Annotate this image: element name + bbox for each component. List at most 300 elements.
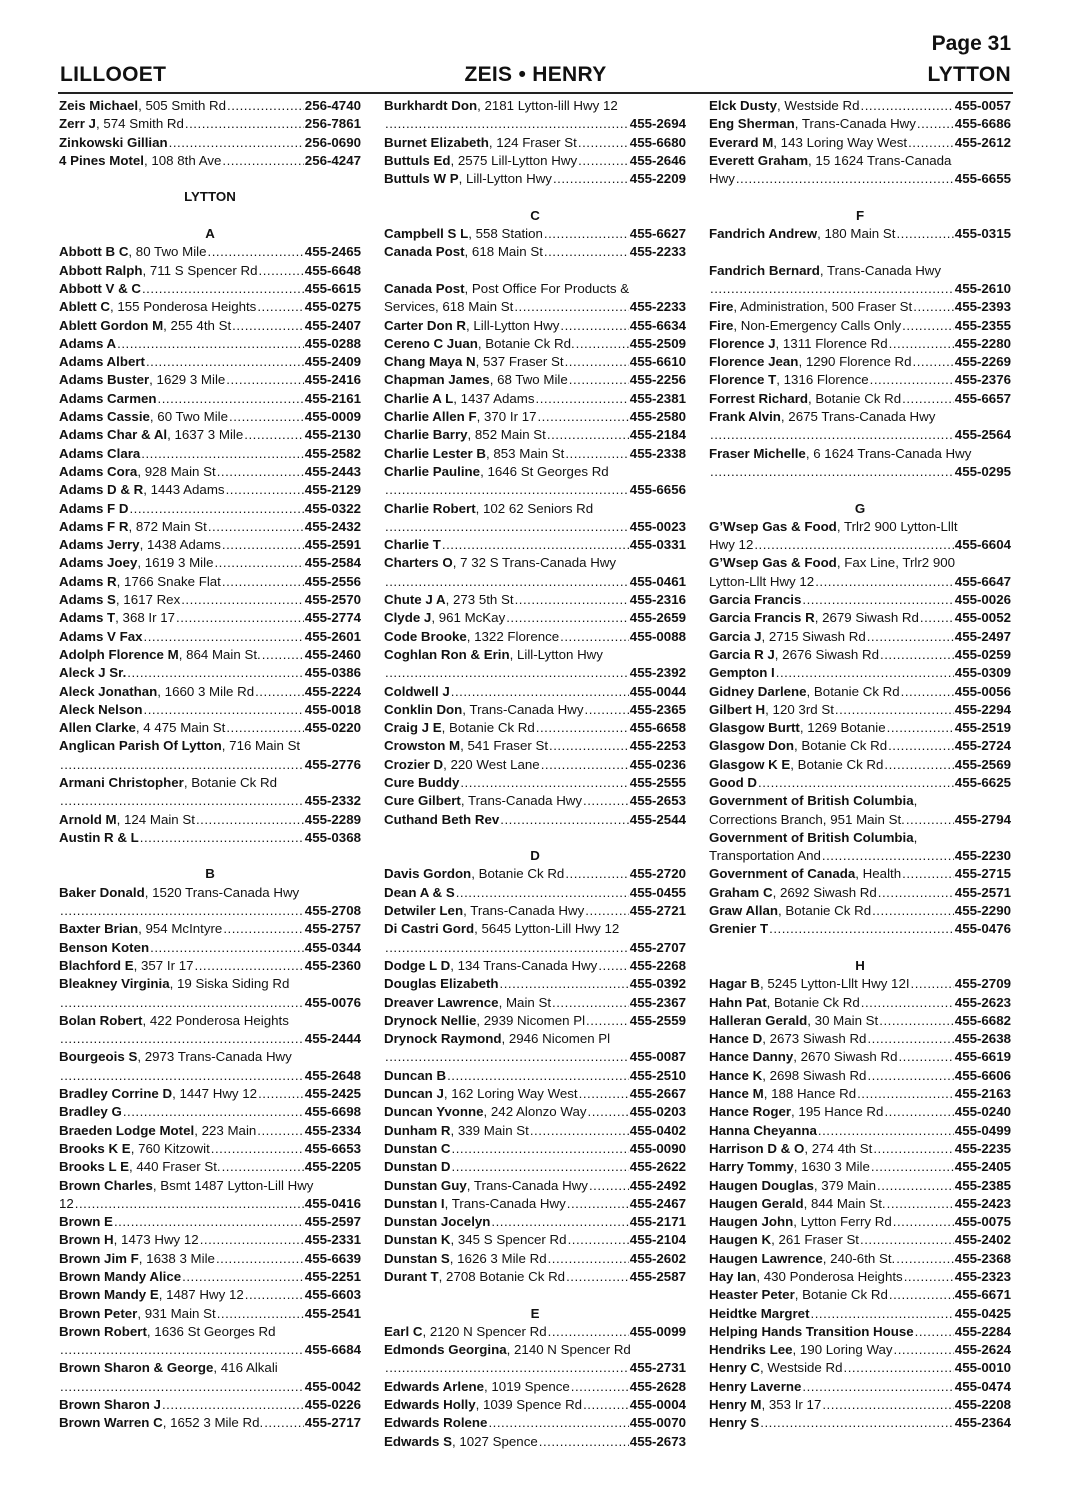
listing-phone: 455-2290 [954, 903, 1011, 919]
dot-leader [548, 1250, 629, 1268]
listing-address: , 430 Ponderosa Heights [756, 1269, 903, 1284]
listing-entry [709, 225, 1011, 243]
listing-phone: 455-0275 [304, 299, 361, 315]
listing-phone: 455-2393 [954, 299, 1011, 315]
listing-phone: 455-2602 [629, 1250, 686, 1266]
listing-entry [384, 902, 686, 920]
dot-leader [578, 152, 629, 170]
dot-leader [894, 1341, 954, 1359]
dot-leader [60, 792, 304, 810]
dot-leader [227, 97, 304, 115]
section-heading: G [854, 500, 866, 516]
listing-phone: 455-0203 [629, 1104, 686, 1120]
listing-address: , Trlr2 900 Lytton-Lllt [836, 518, 958, 534]
listing-address: , Lill-Lytton Hwy [458, 171, 552, 187]
listing-phone: 455-0226 [304, 1397, 361, 1413]
listing-name: Allen Clarke [59, 720, 136, 736]
listing-entry [384, 792, 686, 810]
dot-leader [129, 500, 303, 518]
listing-entry [59, 262, 361, 280]
listing-entry [59, 1341, 361, 1359]
listing-entry [384, 152, 686, 170]
page-number: Page 31 [931, 32, 1011, 55]
listing-entry [384, 664, 686, 682]
dot-leader [60, 1341, 304, 1359]
listing-entry [384, 865, 686, 883]
dot-leader [144, 628, 304, 646]
listing-name: Coldwell J [384, 683, 450, 699]
listing-name: Burnet Elizabeth [384, 134, 489, 150]
listing-entry [384, 591, 686, 609]
listing-address: , Fax Line, Trlr2 900 [836, 555, 956, 571]
dot-leader [208, 518, 304, 536]
listing-phone: 455-0056 [954, 683, 1011, 699]
listing-name: Adams Buster [59, 372, 150, 388]
listing-name: Hahn Pat [709, 994, 767, 1010]
dot-leader [871, 1158, 954, 1176]
listing-phone: 455-2163 [954, 1086, 1011, 1102]
listing-name: Brown H [59, 1232, 114, 1248]
listing-entry [709, 115, 1011, 133]
listing-entry [384, 994, 686, 1012]
listing-address: Services, 618 Main St [384, 299, 514, 315]
listing-entry [59, 554, 361, 572]
listing-phone: 455-6627 [629, 226, 686, 242]
dot-leader [877, 1177, 954, 1195]
listing-address: , 1269 Botanie [799, 720, 886, 736]
listing-name: Brown Mandy E [59, 1287, 159, 1303]
listing-address: , 162 Loring Way West [443, 1086, 578, 1102]
listing-name: Campbell S L [384, 226, 469, 242]
listing-name: Crozier D [384, 756, 444, 772]
dot-leader [578, 134, 629, 152]
listing-name-line [59, 975, 361, 993]
listing-address: , 2715 Siwash Rd [761, 628, 866, 644]
spacer [59, 847, 361, 865]
dot-leader [898, 1048, 953, 1066]
header-left-town: LILLOOET [60, 63, 167, 86]
listing-phone: 455-2423 [954, 1195, 1011, 1211]
listing-name: Dean A & S [384, 884, 455, 900]
listing-address: , 872 Main St [128, 518, 207, 534]
dot-leader [491, 1213, 628, 1231]
dot-leader [140, 829, 304, 847]
listing-phone: 455-0368 [304, 829, 361, 845]
listing-entry [59, 683, 361, 701]
listing-address: , 155 Ponderosa Heights [109, 299, 257, 315]
listing-name: Government of British Columbia [709, 829, 914, 845]
listing-address: , 240-6th St. [822, 1250, 896, 1266]
listing-address: , 120 3rd St [765, 701, 834, 717]
dot-leader [195, 957, 304, 975]
listing-entry [384, 811, 686, 829]
listing-address: , 1630 3 Mile [793, 1159, 870, 1175]
dot-leader [216, 1250, 304, 1268]
listing-phone: 455-2104 [629, 1232, 686, 1248]
dot-leader [560, 317, 628, 335]
listing-address: , 618 Main St [464, 244, 543, 260]
listing-name: Adams Cassie [59, 409, 150, 425]
listing-phone: 455-2402 [954, 1232, 1011, 1248]
listing-name: Adams Carmen [59, 390, 157, 406]
listing-address: , 255 4th St [163, 317, 232, 333]
listing-name: Brown Robert [59, 1323, 147, 1339]
listing-name: Hay Ian [709, 1269, 757, 1284]
listing-phone: 455-2724 [954, 738, 1011, 754]
listing-phone: 455-2268 [629, 957, 686, 973]
listing-entry [384, 1103, 686, 1121]
dot-leader [585, 902, 629, 920]
listing-name: Dunstan Jocelyn [384, 1214, 491, 1230]
dot-leader [911, 975, 954, 993]
dot-leader [769, 920, 954, 938]
listing-phone: 455-0010 [954, 1360, 1011, 1376]
listing-address: , Health [855, 866, 902, 882]
listing-address: , 339 Main St [450, 1122, 529, 1138]
dot-leader [917, 115, 954, 133]
listing-address: , 60 Two Mile [149, 409, 229, 425]
listing-phone: 455-2776 [304, 756, 361, 772]
listing-phone: 455-2667 [629, 1086, 686, 1102]
listing-phone: 455-2256 [629, 372, 686, 388]
dot-leader [888, 737, 954, 755]
dot-leader [60, 1378, 304, 1396]
listing-name-line [59, 884, 361, 902]
listing-entry [384, 1122, 686, 1140]
listing-address: , 1660 3 Mile Rd [157, 683, 255, 699]
listing-name: Edwards Arlene [384, 1378, 485, 1394]
listing-address: , 124 Fraser St [488, 134, 577, 150]
listing-phone: 455-6610 [629, 354, 686, 370]
listing-name: Adams V Fax [59, 628, 143, 644]
listing-address: , Botanie Ck Rd [766, 994, 860, 1010]
listing-name: Forrest Richard [709, 390, 809, 406]
listing-address: , 2679 Siwash Rd [814, 610, 919, 626]
listing-entry [59, 445, 361, 463]
listing-address: , 537 Fraser St [475, 354, 564, 370]
listing-entry [384, 1048, 686, 1066]
listing-name-line [384, 500, 686, 518]
listing-entry [59, 957, 361, 975]
listing-name: Edmonds Georgina [384, 1342, 507, 1358]
listing-address: , Trans-Canada Hwy [444, 1195, 566, 1211]
dot-leader [181, 591, 304, 609]
listing-address: , 108 8th Ave [143, 152, 222, 168]
dot-leader [385, 1359, 629, 1377]
listing-name: Cure Gilbert [384, 793, 461, 809]
listing-entry [384, 1250, 686, 1268]
listing-address: , 2692 Siwash Rd [772, 884, 877, 900]
listing-address: , 1443 Adams [143, 482, 225, 498]
listing-phone: 455-2331 [304, 1232, 361, 1248]
listing-phone: 455-2610 [954, 280, 1011, 296]
listing-address: , 440 Fraser St. [128, 1159, 221, 1175]
listing-address: Transportation And [709, 848, 821, 864]
listing-address: , 961 McKay [431, 610, 506, 626]
listing-entry [384, 335, 686, 353]
dot-leader [60, 756, 304, 774]
dot-leader [811, 1305, 954, 1323]
listing-entry [709, 609, 1011, 627]
listing-entry [709, 134, 1011, 152]
listing-phone: 455-2284 [954, 1323, 1011, 1339]
listing-address: , 134 Trans-Canada Hwy [450, 957, 598, 973]
listing-address: , 1447 Hwy 12 [172, 1086, 258, 1102]
listing-address: , 716 Main St [221, 738, 301, 754]
listing-name: Dreaver Lawrence [384, 994, 499, 1010]
listing-address: , 2946 Nicomen Pl [501, 1031, 611, 1047]
listing-entry [709, 1414, 1011, 1432]
listing-name: Detwiler Len [384, 903, 464, 919]
listing-name: Duncan B [384, 1067, 447, 1083]
listing-name-line [709, 829, 1011, 847]
dot-leader [822, 847, 954, 865]
dot-leader [889, 1286, 954, 1304]
listing-entry [709, 847, 1011, 865]
listing-name: Canada Post [384, 244, 465, 260]
dot-leader [123, 1103, 304, 1121]
listing-phone: 455-2597 [304, 1214, 361, 1230]
listing-name: Fire [709, 317, 734, 333]
listing-name: Hance M [709, 1086, 764, 1102]
listing-entry [59, 280, 361, 298]
listing-address: , 5645 Lytton-Lill Hwy 12 [474, 921, 620, 937]
listing-address: , 1019 Spence [484, 1378, 570, 1394]
dot-leader [222, 573, 304, 591]
dot-leader [902, 390, 954, 408]
dot-leader [560, 628, 629, 646]
listing-name: Abbott V & C [59, 280, 141, 296]
listing-phone: 455-2774 [304, 610, 361, 626]
dot-leader [896, 225, 953, 243]
listing-entry [384, 1231, 686, 1249]
listing-phone: 455-2130 [304, 427, 361, 443]
listing-name: Austin R & L [59, 829, 139, 845]
dot-leader [870, 371, 954, 389]
listing-phone: 455-2544 [629, 811, 686, 827]
listing-entry [709, 701, 1011, 719]
dot-leader [222, 152, 303, 170]
dot-leader [906, 811, 954, 829]
listing-entry [384, 628, 686, 646]
dot-leader [844, 1359, 954, 1377]
spacer [709, 481, 1011, 499]
listing-name: Adams Jerry [59, 537, 140, 553]
dot-leader [257, 1122, 304, 1140]
listing-address: , 931 Main St [137, 1305, 216, 1321]
listing-name-line [384, 646, 686, 664]
dot-leader [818, 1122, 954, 1140]
listing-entry [384, 957, 686, 975]
listing-name: Florence T [709, 372, 777, 388]
dot-leader [802, 1378, 953, 1396]
listing-name: Buttuls W P [384, 171, 459, 187]
listing-name: Bradley G [59, 1104, 122, 1120]
dot-leader [879, 1012, 954, 1030]
spacer [384, 829, 686, 847]
listing-phone: 455-6603 [304, 1287, 361, 1303]
listing-name: Heaster Peter [709, 1287, 795, 1303]
listing-entry [384, 426, 686, 444]
listing-address: , 1626 3 Mile Rd [449, 1250, 547, 1266]
dot-leader [867, 628, 954, 646]
listing-phone: 455-2708 [304, 903, 361, 919]
listing-name: Florence J [709, 335, 776, 351]
listing-name: Hance Danny [709, 1049, 794, 1065]
listing-name: Davis Gordon [384, 866, 472, 882]
dot-leader [872, 902, 954, 920]
listing-phone: 455-0220 [304, 720, 361, 736]
dot-leader [860, 1231, 954, 1249]
listing-phone: 455-2233 [629, 299, 686, 315]
listing-entry [59, 481, 361, 499]
listing-entry [709, 463, 1011, 481]
listing-entry [59, 152, 361, 170]
listing-name: Brown Sharon & George [59, 1360, 214, 1376]
dot-leader [196, 811, 304, 829]
listing-address: , 2676 Siwash Rd [774, 646, 880, 662]
dot-leader [902, 865, 954, 883]
listing-phone: 455-6686 [954, 116, 1011, 132]
dot-leader [385, 664, 629, 682]
listing-address: , Botanie Ck Rd [808, 390, 902, 406]
listing-address: , Lill-Lytton Hwy [509, 646, 603, 662]
dot-leader [541, 756, 629, 774]
listing-entry [384, 719, 686, 737]
dot-leader [385, 518, 629, 536]
listing-phone: 455-2720 [629, 866, 686, 882]
dot-leader [588, 1103, 629, 1121]
listing-address: , 1638 3 Mile [138, 1250, 215, 1266]
listing-name: Graham C [709, 884, 773, 900]
listing-name: Everard M [709, 134, 774, 150]
listing-name: Craig J E [384, 720, 442, 736]
dot-leader [208, 243, 304, 261]
listing-address: , 188 Hance Rd [763, 1086, 857, 1102]
listing-phone: 455-0087 [629, 1049, 686, 1065]
listing-address: , 242 Alonzo Way [483, 1104, 587, 1120]
listing-name: Charlie Barry [384, 427, 468, 443]
listing-name: Conklin Don [384, 701, 463, 717]
listing-column-1 [59, 97, 361, 1433]
listing-name: Glasgow Don [709, 738, 794, 754]
listing-phone: 455-2794 [954, 811, 1011, 827]
dot-leader [880, 646, 954, 664]
listing-address: , 102 62 Seniors Rd [475, 500, 594, 516]
listing-name: Abbott B C [59, 244, 129, 260]
listing-name: Charlie T [384, 537, 441, 553]
listing-entry [709, 1048, 1011, 1066]
listing-name: Haugen Gerald [709, 1195, 804, 1211]
listing-name: Haugen Douglas [709, 1177, 814, 1193]
listing-phone: 455-2467 [629, 1195, 686, 1211]
listing-address: , 1520 Trans-Canada Hwy [144, 884, 300, 900]
listing-address: , Botanie Ck Rd [441, 720, 535, 736]
listing-address: , 195 Hance Rd [791, 1104, 884, 1120]
listing-address: , 2698 Siwash Rd [762, 1067, 867, 1083]
listing-address: , 1617 Rex [115, 592, 181, 608]
listing-phone: 455-2316 [629, 592, 686, 608]
listing-phone: 455-0474 [954, 1378, 1011, 1394]
listing-name: Carter Don R [384, 317, 467, 333]
listing-entry [384, 317, 686, 335]
listing-entry [384, 115, 686, 133]
listing-name: Government of Canada [709, 866, 856, 882]
listing-phone: 455-0052 [954, 610, 1011, 626]
listing-phone: 455-0288 [304, 335, 361, 351]
listing-entry [59, 97, 361, 115]
listing-phone: 455-0018 [304, 701, 361, 717]
listing-phone: 455-0090 [629, 1140, 686, 1156]
listing-entry [59, 1103, 361, 1121]
listing-name: Brown Sharon J [59, 1397, 161, 1413]
listing-name: Eng Sherman [709, 116, 795, 132]
listing-phone: 455-2409 [304, 354, 361, 370]
listing-address: , [913, 829, 918, 845]
listing-name: Aleck Nelson [59, 701, 143, 717]
listing-name: Halleran Gerald [709, 1012, 808, 1028]
listing-phone: 455-0416 [304, 1195, 361, 1211]
dot-leader [873, 1140, 953, 1158]
listing-entry [384, 737, 686, 755]
listing-name-line [384, 1030, 686, 1048]
listing-phone: 455-6656 [629, 482, 686, 498]
listing-entry [709, 646, 1011, 664]
listing-name: Henry S [709, 1415, 760, 1431]
listing-name-line [59, 774, 361, 792]
listing-address: , 1316 Florence [776, 372, 869, 388]
listing-name: G’Wsep Gas & Food [709, 518, 837, 534]
listing-phone: 455-0402 [629, 1122, 686, 1138]
listing-entry [384, 518, 686, 536]
dot-leader [442, 536, 629, 554]
listing-name: Adams R [59, 573, 117, 589]
dot-leader [530, 1122, 629, 1140]
listing-address: , Westside Rd [760, 1360, 843, 1376]
listing-address: , 2670 Siwash Rd [793, 1049, 898, 1065]
listing-name: Brown Warren C [59, 1415, 163, 1431]
listing-name: Abbott Ralph [59, 262, 143, 278]
dot-leader [214, 554, 303, 572]
listing-name-line [59, 1177, 361, 1195]
listing-name: Dunstan D [384, 1159, 451, 1175]
listing-phone: 455-2673 [629, 1433, 686, 1449]
listing-name: Zeis Michael [59, 98, 139, 113]
listing-address: , Main St [498, 994, 552, 1010]
section-heading: H [855, 957, 865, 973]
listing-entry [709, 1305, 1011, 1323]
listing-name: Adams T [59, 610, 116, 626]
listing-phone: 455-6658 [629, 720, 686, 736]
listing-name: Government of British Columbia [709, 793, 914, 809]
listing-address: , Bsmt 1487 Lytton-Lill Hwy [152, 1177, 314, 1193]
listing-name-line [59, 1012, 361, 1030]
listing-name-line [709, 554, 1011, 572]
listing-phone: 455-2294 [954, 701, 1011, 717]
listing-address: , 1766 Snake Flat [116, 573, 221, 589]
listing-phone: 455-2332 [304, 793, 361, 809]
listing-phone: 455-2646 [629, 152, 686, 168]
section-heading: B [205, 866, 215, 882]
listing-phone: 455-2624 [954, 1342, 1011, 1358]
dot-leader [586, 1012, 629, 1030]
dot-leader [835, 701, 954, 719]
listing-phone: 455-0331 [629, 537, 686, 553]
listing-entry [59, 1085, 361, 1103]
listing-phone: 455-2368 [954, 1250, 1011, 1266]
listing-address: , Botanie Ck Rd [794, 1287, 888, 1303]
listing-address: , 5245 Lytton-Lllt Hwy 12I [760, 976, 910, 992]
